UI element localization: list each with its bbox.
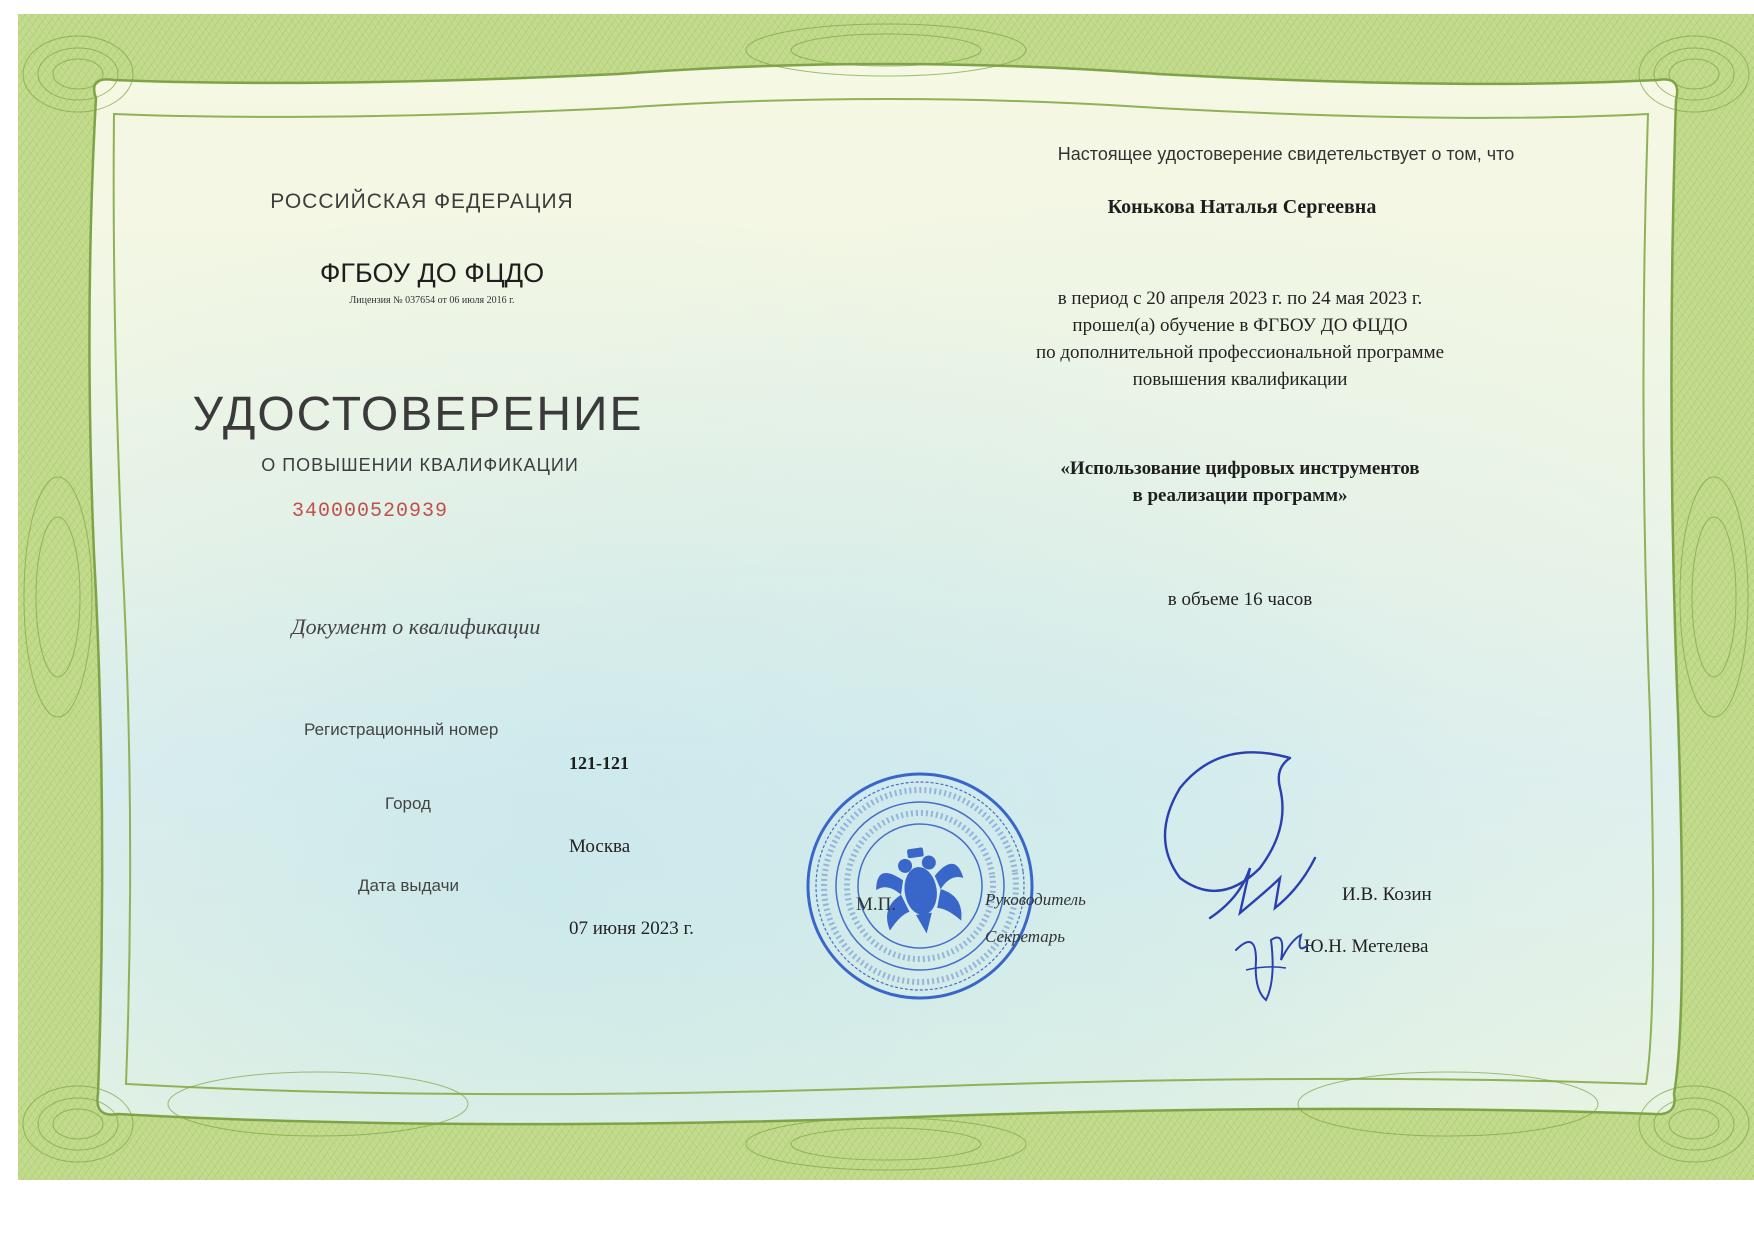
recipient-name: Конькова Наталья Сергеевна [1107,196,1377,218]
secretary-name: Ю.Н. Метелева [1304,936,1429,957]
head-name: И.В. Козин [1342,884,1432,905]
head-label: Руководитель [985,890,1086,909]
intro-text: Настоящее удостоверение свидетельствует о том, что [1057,144,1515,164]
issue-date-label: Дата выдачи [358,876,459,895]
official-seal [784,750,1055,1021]
program-name-line1: «Использование цифровых инструментов [1060,458,1420,479]
program-kind-text: по дополнительной профессиональной программе [1035,342,1445,363]
eagle-emblem-icon [871,842,970,939]
head-signature [1140,738,1360,928]
secretary-signature [1226,910,1316,1010]
serial-number: 340000520939 [291,500,449,523]
city-value: Москва [569,836,631,857]
qualification-text: повышения квалификации [1132,369,1348,390]
issue-date-value: 07 июня 2023 г. [569,918,694,939]
certificate [18,14,1754,1180]
country-name: РОССИЙСКАЯ ФЕДЕРАЦИЯ [270,190,574,213]
registration-value: 121-121 [569,753,629,773]
program-name-line2: в реализации программ» [1132,485,1348,506]
organization-name: ФГБОУ ДО ФЦДО [319,258,545,288]
license-text: Лицензия № 037654 от 06 июля 2016 г. [349,295,515,306]
city-label: Город [385,794,431,813]
stamp-mark: М.П. [856,894,897,915]
hours-text: в объеме 16 часов [1167,589,1313,610]
registration-label: Регистрационный номер [304,720,499,739]
document-type: Документ о квалификации [291,614,541,639]
period-text: в период с 20 апреля 2023 г. по 24 мая 2023 г. [1057,288,1423,309]
training-text: прошел(а) обучение в ФГБОУ ДО ФЦДО [1072,315,1408,336]
document-subtitle: О ПОВЫШЕНИИ КВАЛИФИКАЦИИ [261,455,579,475]
secretary-label: Секретарь [985,927,1065,946]
document-title: УДОСТОВЕРЕНИЕ [192,388,644,441]
